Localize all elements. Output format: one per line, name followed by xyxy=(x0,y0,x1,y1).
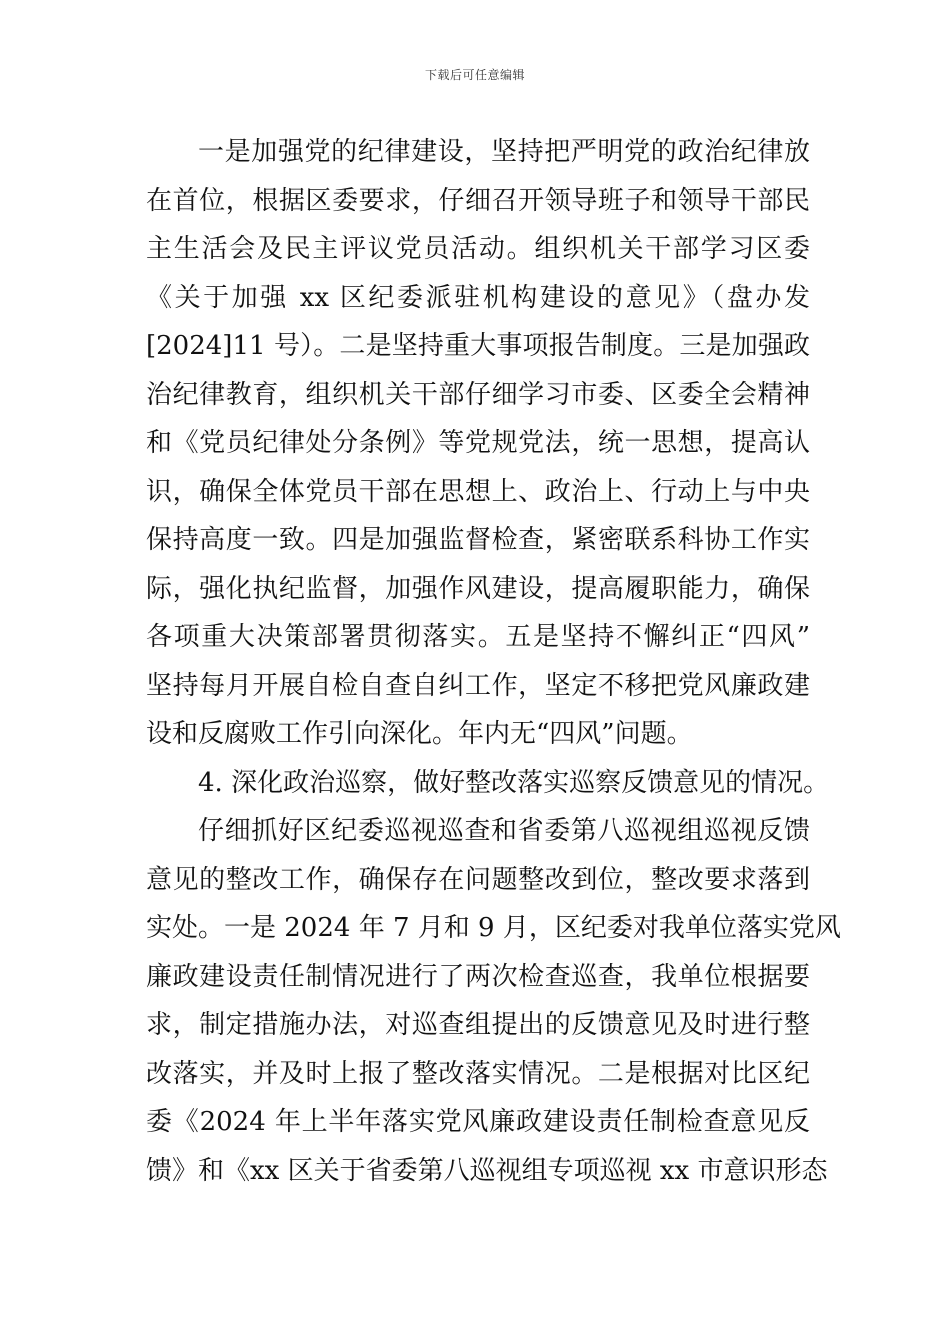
text-line: 各项重大决策部署贯彻落实。五是坚持不懈纠正“四风” xyxy=(146,622,810,652)
text-line: 廉政建设责任制情况进行了两次检查巡查，我单位根据要 xyxy=(146,961,810,992)
text-line: 设和反腐败工作引向深化。年内无“四风”问题。 xyxy=(146,719,693,749)
heading-text: 4. 深化政治巡察，做好整改落实巡察反馈意见的情况。 xyxy=(198,767,830,798)
paragraph-inspection xyxy=(146,807,841,1195)
text-line: 求，制定措施办法，对巡查组提出的反馈意见及时进行整 xyxy=(146,1010,810,1040)
text-line: 主生活会及民主评议党员活动。组织机关干部学习区委 xyxy=(146,234,810,264)
text-line: 委《2024 年上半年落实党风廉政建设责任制检查意见反 xyxy=(146,1107,810,1137)
text-line: 际，强化执纪监督，加强作风建设，提高履职能力，确保 xyxy=(146,573,810,604)
text-line: 仔细抓好区纪委巡视巡查和省委第八巡视组巡视反馈 xyxy=(198,816,810,846)
page-header-note: 下载后可任意编辑 xyxy=(424,68,525,82)
text-line: 意见的整改工作，确保存在问题整改到位，整改要求落到 xyxy=(146,864,810,895)
text-line: 《关于加强 xx 区纪委派驻机构建设的意见》（盘办发 xyxy=(146,282,810,313)
document-body xyxy=(146,128,841,1195)
text-line: 坚持每月开展自检自查自纠工作，坚定不移把党风廉政建 xyxy=(146,670,810,701)
text-line: 治纪律教育，组织机关干部仔细学习市委、区委全会精神 xyxy=(146,379,810,410)
paragraph-discipline xyxy=(146,128,810,759)
text-line: 保持高度一致。四是加强监督检查，紧密联系科协工作实 xyxy=(146,525,810,555)
text-line: 识，确保全体党员干部在思想上、政治上、行动上与中央 xyxy=(146,476,810,507)
text-line: 馈》和《xx 区关于省委第八巡视组专项巡视 xx 市意识形态 xyxy=(146,1155,828,1186)
text-line: 和《党员纪律处分条例》等党规党法，统一思想，提高认 xyxy=(146,428,810,458)
text-line: [2024]11 号）。二是坚持重大事项报告制度。三是加强政 xyxy=(146,331,810,361)
text-line: 改落实，并及时上报了整改落实情况。二是根据对比区纪 xyxy=(146,1058,810,1089)
text-line: 实处。一是 2024 年 7 月和 9 月，区纪委对我单位落实党风 xyxy=(146,913,841,943)
section-heading-4 xyxy=(146,759,830,808)
text-line: 一是加强党的纪律建设，坚持把严明党的政治纪律放 xyxy=(198,137,810,167)
text-line: 在首位，根据区委要求，仔细召开领导班子和领导干部民 xyxy=(146,185,810,216)
